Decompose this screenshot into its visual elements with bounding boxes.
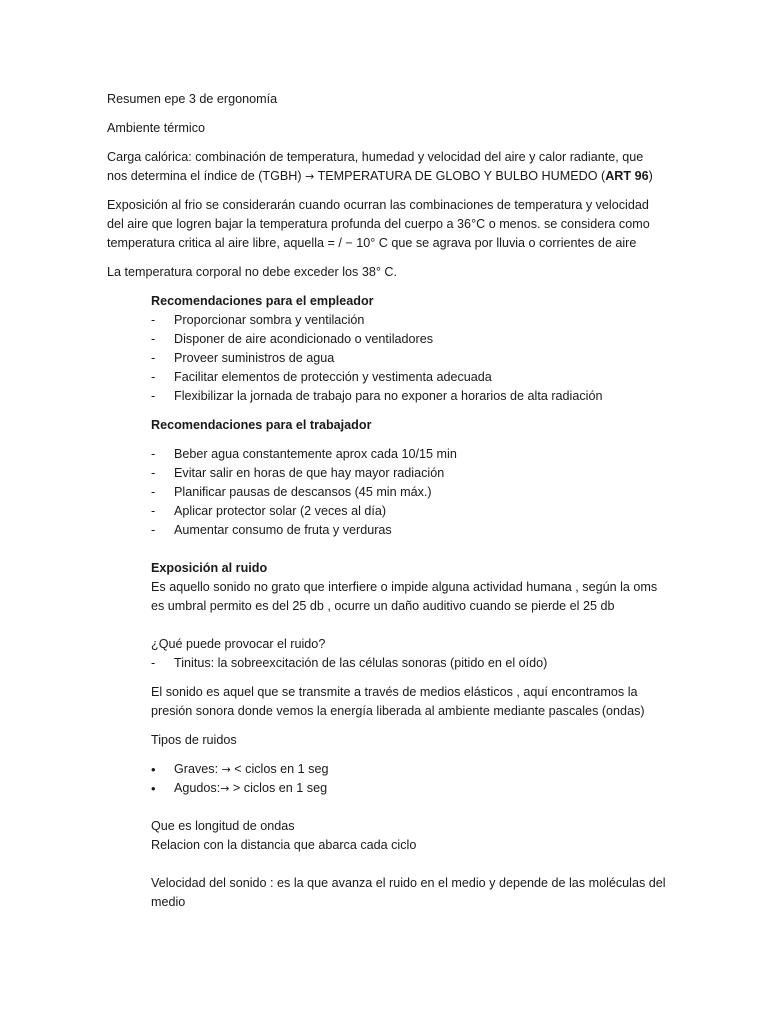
empleador-section bbox=[151, 292, 667, 912]
list-item bbox=[151, 779, 667, 798]
dash-marker: - bbox=[151, 466, 156, 480]
dash-marker: - bbox=[151, 351, 156, 365]
dash-marker: - bbox=[151, 389, 156, 403]
list-item bbox=[151, 521, 667, 540]
longitud-question: Que es longitud de ondas bbox=[151, 819, 295, 833]
trabajador-list bbox=[151, 445, 667, 540]
ruido-paragraph: Es aquello sonido no grato que interfiere o impide alguna actividad humana , según la oms es umbral permito es del 25 db , ocurre un daño auditivo cuando se pierde el 25 db bbox=[151, 580, 658, 613]
right-arrow-icon: → bbox=[221, 763, 231, 776]
list-item bbox=[151, 330, 667, 349]
carga-text: Carga calórica: combinación de temperatura, humedad y velocidad del aire y calor radiante, que nos determina el índice de (TGBH) bbox=[107, 150, 644, 183]
list-item bbox=[151, 654, 667, 673]
list-item-label: Agudos: bbox=[174, 781, 221, 795]
ruido-effects-list bbox=[151, 654, 667, 673]
list-item bbox=[151, 464, 667, 483]
dash-marker: - bbox=[151, 313, 156, 327]
carga-calorica-paragraph bbox=[107, 148, 667, 186]
list-item-text: Evitar salir en horas de que hay mayor radiación bbox=[174, 466, 445, 480]
bullet-marker: • bbox=[151, 762, 156, 777]
list-item bbox=[151, 483, 667, 502]
carga-after-arrow: TEMPERATURA DE GLOBO Y BULBO HUMEDO ( bbox=[314, 169, 606, 183]
dash-marker: - bbox=[151, 332, 156, 346]
section-title-ambiente-termico: Ambiente térmico bbox=[107, 121, 205, 135]
dash-marker: - bbox=[151, 523, 156, 537]
list-item-label: Graves: bbox=[174, 762, 222, 776]
right-arrow-icon: → bbox=[305, 170, 315, 183]
tipos-ruidos-heading: Tipos de ruidos bbox=[151, 733, 237, 747]
empleador-heading: Recomendaciones para el empleador bbox=[151, 294, 374, 308]
list-item-text: Flexibilizar la jornada de trabajo para no exponer a horarios de alta radiación bbox=[174, 389, 603, 403]
document-title: Resumen epe 3 de ergonomía bbox=[107, 92, 278, 106]
list-item bbox=[151, 368, 667, 387]
temperatura-corporal-paragraph: La temperatura corporal no debe exceder los 38° C. bbox=[107, 265, 397, 279]
dash-marker: - bbox=[151, 656, 156, 670]
list-item-text: Aumentar consumo de fruta y verduras bbox=[174, 523, 392, 537]
list-item bbox=[151, 311, 667, 330]
list-item bbox=[151, 760, 667, 779]
longitud-answer: Relacion con la distancia que abarca cada ciclo bbox=[151, 838, 417, 852]
list-item bbox=[151, 445, 667, 464]
right-arrow-icon: → bbox=[220, 782, 230, 795]
dash-marker: - bbox=[151, 485, 156, 499]
trabajador-heading: Recomendaciones para el trabajador bbox=[151, 418, 372, 432]
ruido-question: ¿Qué puede provocar el ruido? bbox=[151, 637, 326, 651]
list-item-text: Beber agua constantemente aprox cada 10/15 min bbox=[174, 447, 457, 461]
list-item-text: Proporcionar sombra y ventilación bbox=[174, 313, 365, 327]
bullet-marker: • bbox=[151, 781, 156, 796]
carga-closing: ) bbox=[648, 169, 653, 183]
list-item-text: Disponer de aire acondicionado o ventiladores bbox=[174, 332, 434, 346]
list-item bbox=[151, 387, 667, 406]
dash-marker: - bbox=[151, 504, 156, 518]
dash-marker: - bbox=[151, 370, 156, 384]
list-item-text: > ciclos en 1 seg bbox=[229, 781, 328, 795]
list-item-text: Aplicar protector solar (2 veces al día) bbox=[174, 504, 387, 518]
list-item bbox=[151, 502, 667, 521]
list-item-text: < ciclos en 1 seg bbox=[230, 762, 329, 776]
velocidad-paragraph: Velocidad del sonido : es la que avanza el ruido en el medio y depende de las moléculas del medio bbox=[151, 876, 666, 909]
sonido-paragraph: El sonido es aquel que se transmite a través de medios elásticos , aquí encontramos la presión sonora donde vemos la energía liberada al ambiente mediante pascales (ondas) bbox=[151, 685, 645, 718]
art-reference: ART 96 bbox=[605, 169, 649, 183]
list-item-text: Facilitar elementos de protección y vestimenta adecuada bbox=[174, 370, 492, 384]
list-item bbox=[151, 349, 667, 368]
ruido-heading: Exposición al ruido bbox=[151, 561, 268, 575]
tipos-ruidos-list bbox=[151, 760, 667, 798]
document-page bbox=[107, 90, 667, 912]
list-item-text: Proveer suministros de agua bbox=[174, 351, 335, 365]
empleador-list bbox=[151, 311, 667, 406]
dash-marker: - bbox=[151, 447, 156, 461]
exposicion-frio-paragraph: Exposición al frio se considerarán cuando ocurran las combinaciones de temperatura y velocidad del aire que logren bajar la temperatura profunda del cuerpo a 36°C o menos. se considera como temperatura critica al aire libre, aquella = / − 10° C que se agrava por lluvia o corrientes de aire bbox=[107, 198, 650, 250]
list-item-text: Planificar pausas de descansos (45 min máx.) bbox=[174, 485, 432, 499]
list-item-text: Tinitus: la sobreexcitación de las células sonoras (pitido en el oído) bbox=[174, 656, 548, 670]
